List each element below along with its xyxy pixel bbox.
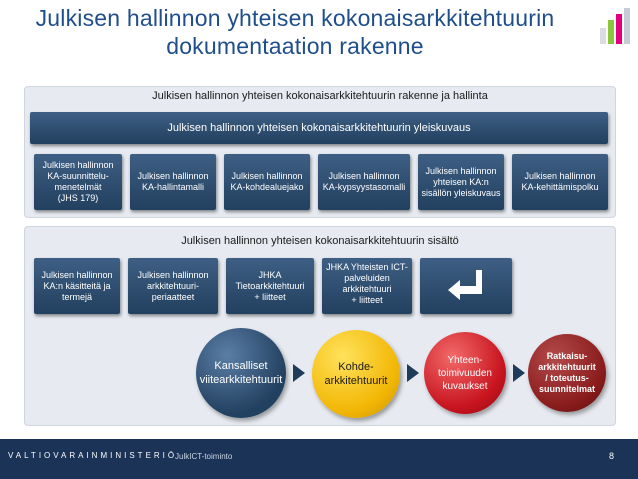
box-text: JHKA Yhteisten ICT- (326, 262, 408, 272)
circle-interoperability (424, 332, 506, 414)
page-number: 8 (608, 451, 614, 461)
circle-text: Kohde- (338, 361, 374, 373)
box-text: yhteisen KA:n (433, 176, 489, 187)
box-text: Julkisen hallinnon (42, 160, 114, 170)
box-text: Julkisen hallinnon (231, 171, 303, 181)
box-text: Julkisen hallinnon (524, 171, 596, 181)
content-box-2 (128, 258, 218, 314)
ministry-logo: VALTIOVARAINMINISTERIÖ (8, 451, 178, 460)
circle-text: Kansalliset (214, 360, 268, 372)
box-text: termejä (61, 291, 92, 302)
box-text: periaatteet (151, 291, 195, 302)
box-text: KA-suunnittelu- (47, 171, 109, 181)
footer-bar (0, 439, 638, 479)
box-text: Julkisen hallinnon (425, 165, 497, 176)
circle-text: arkkitehtuurit (538, 362, 596, 372)
box-text: KA-kehittämispolku (521, 182, 599, 192)
circle-text: / toteutus- (545, 373, 589, 383)
box-text: menetelmät (54, 182, 102, 192)
bar-chart-logo-icon (598, 6, 634, 46)
structure-box-6 (512, 154, 608, 210)
circle-text: suunnitelmat (538, 384, 595, 394)
box-text: + liitteet (254, 291, 286, 302)
arrow-right-icon (407, 364, 419, 382)
return-arrow-box (420, 258, 512, 314)
circle-text: arkkitehtuurit (324, 375, 388, 387)
box-text: KA-kohdealuejako (230, 182, 304, 192)
section-content-heading: Julkisen hallinnon yhteisen kokonaisarkkitehtuurin sisältö (181, 235, 459, 247)
circle-text: Yhteen- (447, 354, 483, 366)
box-text: arkkitehtuuri (342, 284, 392, 294)
box-text: arkkitehtuuri- (146, 280, 199, 291)
box-text: KA:n käsitteitä ja (43, 280, 111, 291)
content-box-4 (322, 258, 412, 314)
section-structure-heading: Julkisen hallinnon yhteisen kokonaisarkkitehtuurin rakenne ja hallinta (152, 90, 488, 102)
arrow-right-icon (513, 364, 525, 382)
box-text: JHKA (258, 269, 282, 280)
circle-target-architectures (312, 330, 400, 418)
box-text: Julkisen hallinnon (137, 171, 209, 181)
circle-text: toimivuuden (438, 367, 492, 379)
structure-box-3 (224, 154, 310, 210)
circle-national-reference (196, 328, 286, 418)
content-box-3 (226, 258, 314, 314)
structure-box-4 (318, 154, 410, 210)
box-text: + liitteet (351, 295, 383, 305)
arrow-right-icon (293, 364, 305, 382)
structure-box-5 (418, 154, 504, 210)
box-text: palveluiden (344, 273, 390, 283)
box-text: sisällön yleiskuvaus (421, 187, 501, 198)
circle-text: Ratkaisu- (546, 351, 588, 361)
box-text: Julkisen hallinnon (328, 171, 400, 181)
circle-text: viitearkkitehtuurit (199, 374, 283, 386)
box-text: KA-hallintamalli (141, 182, 204, 192)
box-text: Julkisen hallinnon (137, 269, 209, 280)
title-line-1: Julkisen hallinnon yhteisen kokonaisarkkitehtuurin (35, 5, 555, 31)
content-box-1 (34, 258, 120, 314)
box-text: (JHS 179) (57, 193, 99, 203)
title-line-2: dokumentaation rakenne (166, 33, 424, 59)
circle-solution-architectures (528, 334, 606, 412)
overview-banner: Julkisen hallinnon yhteisen kokonaisarkkitehtuurin yleiskuvaus (30, 112, 608, 144)
structure-box-2 (130, 154, 216, 210)
slide-title (0, 4, 590, 60)
circle-text: kuvaukset (442, 380, 488, 392)
box-text: Tietoarkkitehtuuri (235, 280, 305, 291)
return-arrow-icon (446, 268, 486, 304)
footer-unit: JulkICT-toiminto (175, 452, 233, 461)
structure-box-1 (34, 154, 122, 210)
box-text: KA-kypsyystasomalli (322, 182, 406, 192)
box-text: Julkisen hallinnon (41, 269, 113, 280)
